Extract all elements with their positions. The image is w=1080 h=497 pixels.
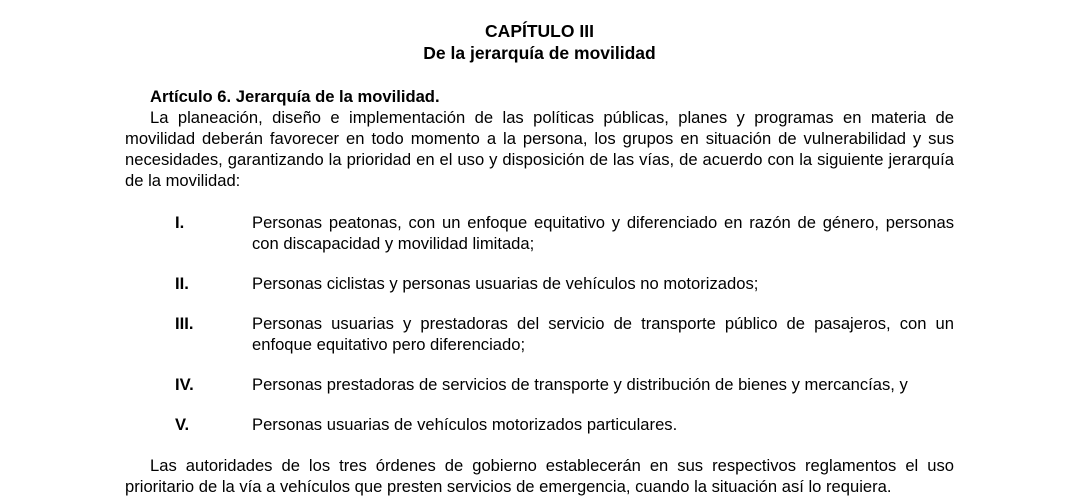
list-item-numeral: I.	[175, 213, 185, 232]
list-item-text: Personas usuarias de vehículos motorizados particulares.	[252, 415, 678, 434]
document-page	[125, 20, 954, 497]
article-intro-paragraph: La planeación, diseño e implementación de las políticas públicas, planes y programas en materia de movilidad deberán favorecer en todo momento a la persona, los grupos en situación de vulnerabilidad y sus necesidades, garantizando la prioridad en el uso y disposición de las vías, de acuerdo con la siguiente jerarquía de la movilidad:	[125, 108, 954, 190]
list-item	[125, 212, 954, 254]
list-item-numeral: IV.	[175, 375, 194, 394]
list-item-text: Personas ciclistas y personas usuarias de vehículos no motorizados;	[252, 274, 759, 293]
chapter-number: CAPÍTULO III	[485, 21, 594, 41]
chapter-title: De la jerarquía de movilidad	[423, 43, 656, 63]
list-item-numeral: III.	[175, 314, 194, 333]
article-title: Artículo 6. Jerarquía de la movilidad.	[150, 87, 440, 106]
list-item-text: Personas prestadoras de servicios de transporte y distribución de bienes y mercancías, y	[252, 375, 908, 394]
list-item	[125, 273, 954, 294]
list-item-text: Personas peatonas, con un enfoque equitativo y diferenciado en razón de género, personas con discapacidad y movilidad limitada;	[252, 213, 954, 253]
list-item-numeral: V.	[175, 415, 190, 434]
closing-paragraph: Las autoridades de los tres órdenes de gobierno establecerán en sus respectivos reglamentos el uso prioritario de la vía a vehículos que presten servicios de emergencia, cuando la situación así lo requiera.	[125, 456, 954, 496]
chapter-heading	[125, 20, 954, 64]
list-item	[125, 414, 954, 435]
list-item	[125, 313, 954, 355]
list-item	[125, 374, 954, 395]
list-item-text: Personas usuarias y prestadoras del servicio de transporte público de pasajeros, con un enfoque equitativo pero diferenciado;	[252, 314, 954, 354]
hierarchy-list	[125, 212, 954, 435]
list-item-numeral: II.	[175, 274, 189, 293]
